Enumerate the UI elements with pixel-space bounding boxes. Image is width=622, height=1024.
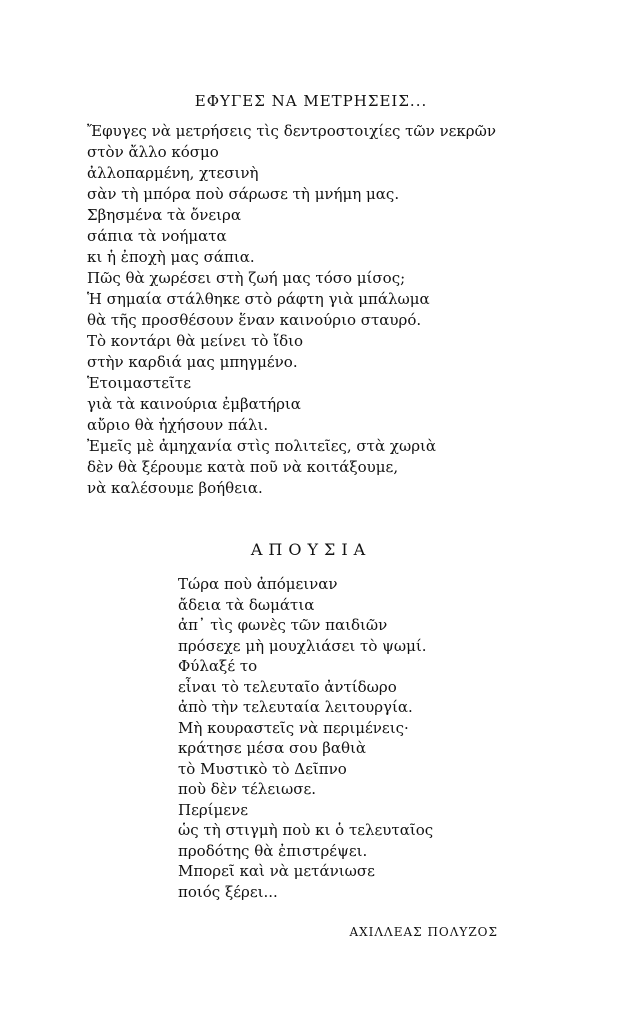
poem-line: προδότης θὰ ἐπιστρέψει. <box>178 841 368 860</box>
poem-line: γιὰ τὰ καινούρια ἐμβατήρια <box>87 395 301 413</box>
poem-line: Φύλαξέ το <box>178 657 258 675</box>
poem-body-efyges <box>87 121 607 499</box>
poem-line: τὸ Μυστικὸ τὸ Δεῖπνο <box>178 759 347 778</box>
poem-line: Πῶς θὰ χωρέσει στὴ ζωή μας τόσο μίσος; <box>87 269 406 287</box>
poem-line: ἀπ᾿ τὶς φωνὲς τῶν παιδιῶν <box>178 616 388 634</box>
poem-line: αὔριο θὰ ἠχήσουν πάλι. <box>87 416 269 434</box>
poem-line: κράτησε μέσα σου βαθιὰ <box>178 739 367 757</box>
poem-line: εἶναι τὸ τελευταῖο ἀντίδωρο <box>178 677 397 696</box>
poem-line: ὡς τὴ στιγμὴ ποὺ κι ὁ τελευταῖος <box>178 821 434 839</box>
poem-line: σάπια τὰ νοήματα <box>87 227 227 245</box>
poem-line: Τώρα ποὺ ἀπόμειναν <box>178 575 338 593</box>
poem-line: Μπορεῖ καὶ νὰ μετάνιωσε <box>178 862 375 880</box>
poem-line: ἄδεια τὰ δωμάτια <box>178 595 315 614</box>
poem-line: στὸν ἄλλο κόσμο <box>87 143 219 161</box>
author-signature: ΑΧΙΛΛΕΑΣ ΠΟΛΥΖΟΣ <box>349 925 498 939</box>
poem-line: Σβησμένα τὰ ὄνειρα <box>87 206 241 224</box>
poem-line: Ἡ σημαία στάλθηκε στὸ ράφτη γιὰ μπάλωμα <box>87 290 430 308</box>
poem-line: Ἑτοιμαστεῖτε <box>87 374 191 392</box>
poem-title-efyges: ΕΦΥΓΕΣ ΝΑ ΜΕΤΡΗΣΕΙΣ... <box>194 92 428 110</box>
poem-line: ποὺ δὲν τέλειωσε. <box>178 780 316 798</box>
poem-line: ποιός ξέρει... <box>178 882 278 901</box>
poem-line: Μὴ κουραστεῖς νὰ περιμένεις· <box>178 718 409 737</box>
poem-line: Περίμενε <box>178 800 248 819</box>
poem-line: θὰ τῆς προσθέσουν ἕναν καινούριο σταυρό. <box>87 311 422 329</box>
poem-line: Ἐμεῖς μὲ ἀμηχανία στὶς πολιτεῖες, στὰ χωριὰ <box>87 437 437 455</box>
poem-title-apousia: ΑΠΟΥΣΙΑ <box>250 540 372 559</box>
poem-line: νὰ καλέσουμε βοήθεια. <box>87 479 263 497</box>
poem-line: ἀλλοπαρμένη, χτεσινὴ <box>87 164 259 182</box>
poem-line: πρόσεχε μὴ μουχλιάσει τὸ ψωμί. <box>178 636 427 655</box>
poem-body-apousia <box>178 574 598 902</box>
poem-line: σὰν τὴ μπόρα ποὺ σάρωσε τὴ μνήμη μας. <box>87 185 400 203</box>
poem-line: ἀπὸ τὴν τελευταία λειτουργία. <box>178 698 413 716</box>
poem-line: Ἔφυγες νὰ μετρήσεις τὶς δεντροστοιχίες τῶν νεκρῶν <box>87 122 496 140</box>
poem-line: στὴν καρδιά μας μπηγμένο. <box>87 353 298 371</box>
poem-line: δὲν θὰ ξέρουμε κατὰ ποῦ νὰ κοιτάξουμε, <box>87 458 399 476</box>
poem-line: Τὸ κοντάρι θὰ μείνει τὸ ἴδιο <box>87 332 304 350</box>
poem-line: κι ἡ ἐποχὴ μας σάπια. <box>87 248 255 266</box>
